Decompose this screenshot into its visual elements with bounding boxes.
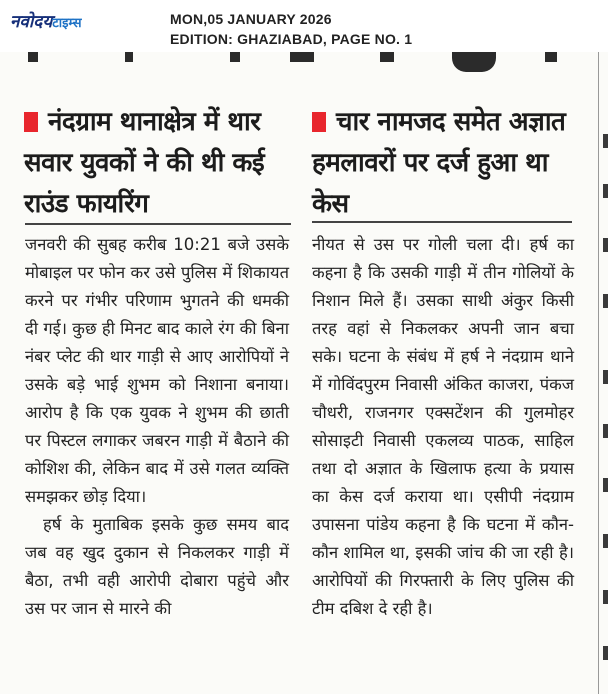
newspaper-logo [10, 9, 140, 35]
cropped-text-fragment [452, 52, 496, 72]
right-article-headline [312, 102, 574, 225]
cropped-text-fragment [603, 424, 608, 438]
cropped-text-fragment [603, 370, 608, 384]
page-header [0, 0, 608, 52]
column-divider [598, 52, 599, 694]
right-article-body [312, 231, 574, 623]
logo-sub-text: टाइम्स [52, 16, 82, 31]
newspaper-clipping [0, 52, 608, 694]
cropped-text-fragment [603, 184, 608, 198]
left-article-body [25, 231, 289, 623]
cropped-text-fragment [603, 534, 608, 548]
cropped-text-fragment [290, 52, 314, 62]
headline-marker-icon [312, 112, 326, 132]
paragraph: हर्ष के मुताबिक इसके कुछ समय बाद जब वह खुद दुकान से निकलकर गाड़ी में बैठा, तभी वही आरोपी दोबारा पहुंचे और उस पर जान से मारने की [25, 515, 289, 618]
right-headline-text: चार नामजद समेत अज्ञात हमलावरों पर दर्ज हुआ था केस [312, 107, 566, 219]
left-headline-text: नंदग्राम थानाक्षेत्र में थार सवार युवकों ने की थी कई राउंड फायरिंग [24, 107, 265, 219]
cropped-text-fragment [545, 52, 557, 62]
cropped-text-fragment [603, 134, 608, 148]
paragraph: नीयत से उस पर गोली चला दी। हर्ष का कहना है कि उसकी गाड़ी में तीन गोलियों के निशान मिले हैं। उसका साथी अंकुर किसी तरह वहां से निकलकर अपनी जान बचा सके। घटना के संबंध में हर्ष ने नंदग्राम थाने में गोविंदपुरम निवासी अंकित काजरा, पंकज चौधरी, राजनगर एक्सटेंशन की गुलमोहर सोसाइटी निवासी एकलव्य पाठक, साहिल तथा दो अज्ञात के खिलाफ हत्या के प्रयास का केस दर्ज कराया था। एसीपी नंदग्राम उपासना पांडेय कहना है कि घटना में कौन-कौन शामिल था, इसकी जांच की जा रही है। आरोपियों की गिरफ्तारी के लिए पुलिस की टीम दबिश दे रही है। [312, 235, 574, 618]
cropped-text-fragment [380, 52, 394, 62]
cropped-text-fragment [603, 590, 608, 604]
cropped-text-fragment [603, 478, 608, 492]
cropped-text-fragment [603, 238, 608, 252]
cropped-text-fragment [603, 646, 608, 660]
paragraph: जनवरी की सुबह करीब 10:21 बजे उसके मोबाइल पर फोन कर उसे पुलिस में शिकायत करने पर गंभीर परिणाम भुगतने की धमकी दी गई। कुछ ही मिनट बाद काले रंग की बिना नंबर प्लेट की थार गाड़ी से आए आरोपियों ने उसके बड़े भाई शुभम को निशाना बनाया। आरोप है कि एक युवक ने शुभम की छाती पर पिस्टल लगाकर जबरन गाड़ी में बैठाने की कोशिश की, लेकिन बाद में उसे गलत व्यक्ति समझकर छोड़ दिया। [25, 235, 289, 506]
cropped-text-fragment [230, 52, 240, 62]
headline-divider [25, 223, 291, 225]
cropped-text-fragment [28, 52, 38, 62]
headline-marker-icon [24, 112, 38, 132]
logo-main-text: नवोदय [10, 12, 53, 32]
edition-meta [170, 9, 412, 49]
date-line: MON,05 JANUARY 2026 [170, 11, 332, 27]
cropped-text-fragment [125, 52, 133, 62]
edition-line: EDITION: GHAZIABAD, PAGE NO. 1 [170, 31, 413, 47]
left-article-headline [24, 102, 294, 225]
headline-divider [312, 221, 572, 223]
cropped-text-fragment [603, 294, 608, 308]
